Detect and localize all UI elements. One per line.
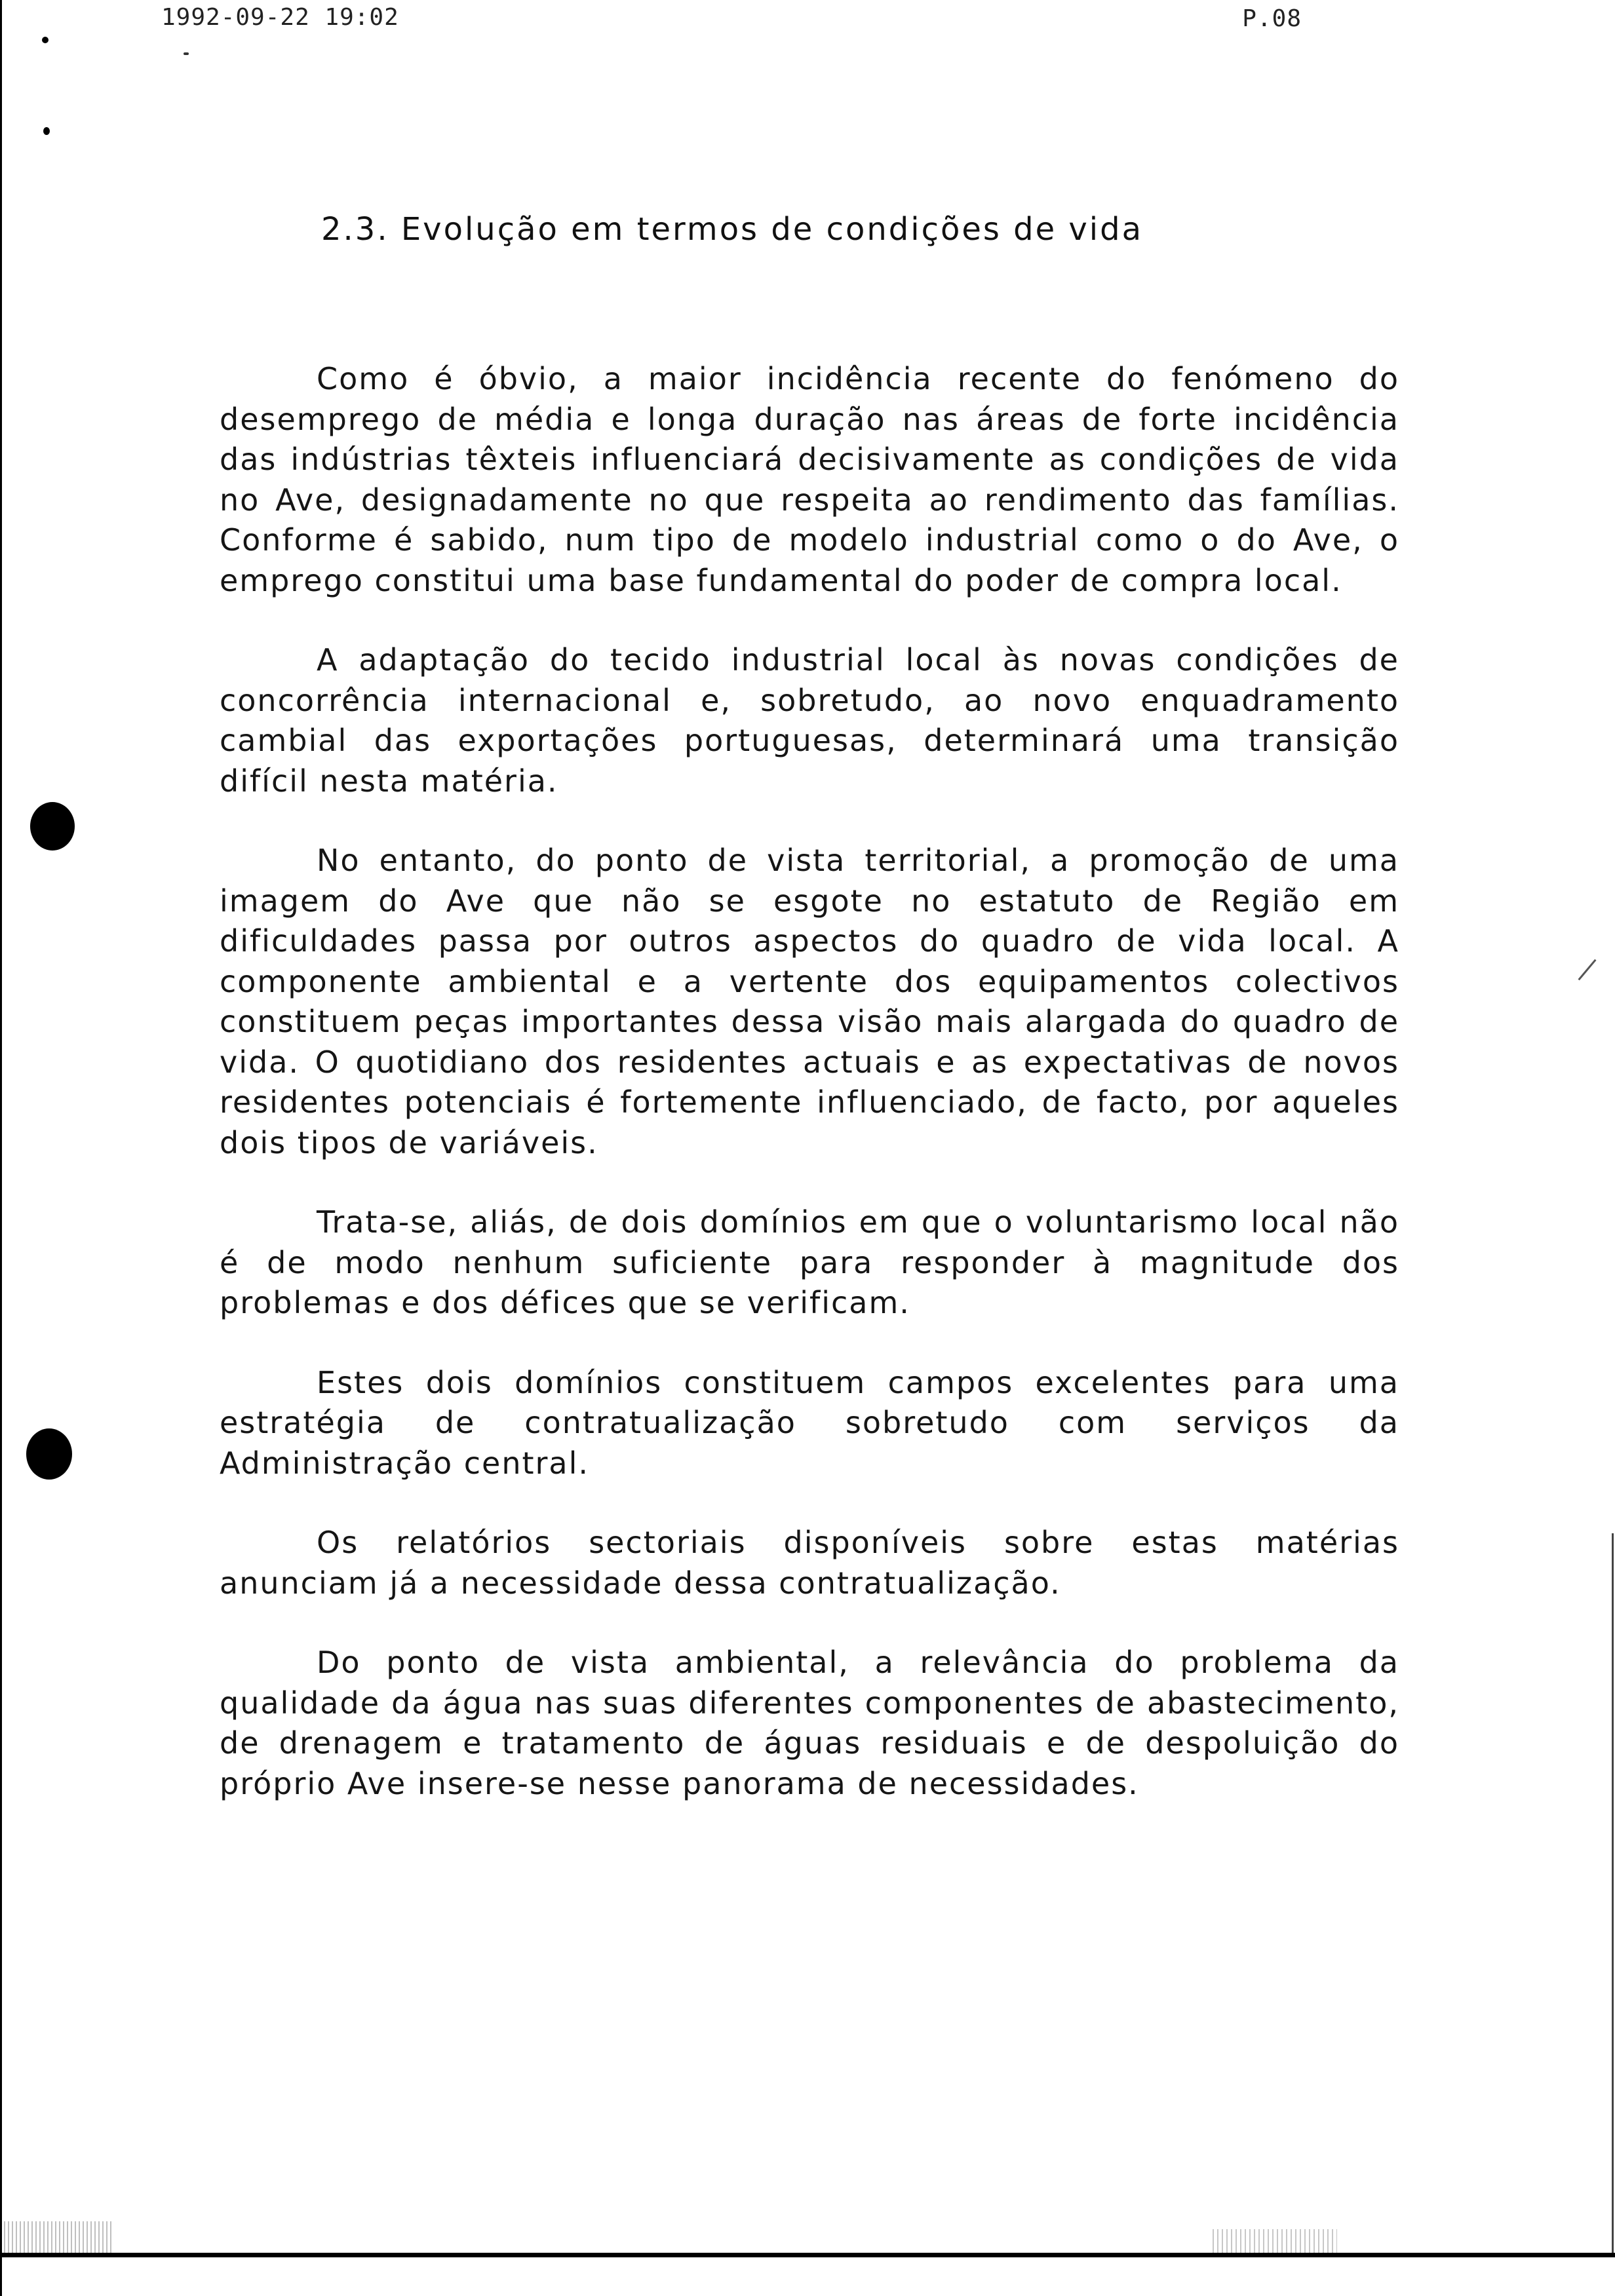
paragraph: A adaptação do tecido industrial local às novas condições de concorrência internacional e, sobretudo, ao novo enquadramento cambial das exportações portuguesas, determinará uma transição difícil nesta matéria.: [220, 642, 1399, 799]
margin-mark: [1578, 959, 1596, 981]
page-left-edge: [0, 0, 2, 2296]
paragraph: Estes dois domínios constituem campos excelentes para uma estratégia de contratualização sobretudo com serviços da Administração central.: [220, 1364, 1399, 1481]
page-bottom-edge: [0, 2253, 1615, 2257]
page-right-edge: [1612, 1533, 1614, 2253]
speck-mark: [42, 37, 49, 43]
scan-noise: [1213, 2229, 1337, 2253]
body-text: [220, 359, 1399, 1843]
paragraph: Do ponto de vista ambiental, a relevância do problema da qualidade da água nas suas diferentes componentes de abastecimento, de drenagem e tratamento de águas residuais e de despoluição do próprio Ave insere-se nesse panorama de necessidades.: [220, 1645, 1399, 1801]
section-title: 2.3. Evolução em termos de condições de vida: [321, 211, 1143, 248]
paragraph: Como é óbvio, a maior incidência recente do fenómeno do desemprego de média e longa duração nas áreas de forte incidência das indústrias têxteis influenciará decisivamente as condições de vida no Ave, designadamente no que respeita ao rendimento das famílias. Conforme é sabido, num tipo de modelo industrial como o do Ave, o emprego constitui uma base fundamental do poder de compra local.: [220, 361, 1399, 598]
scan-noise: [0, 2221, 111, 2253]
punch-hole: [26, 1428, 72, 1480]
fax-page-number: P.08: [1242, 5, 1302, 32]
fax-header: [161, 4, 1302, 43]
speck-mark: [43, 127, 50, 135]
punch-hole: [30, 802, 75, 851]
speck-mark: [184, 52, 189, 55]
paragraph: Os relatórios sectoriais disponíveis sobre estas matérias anunciam já a necessidade dessa contratualização.: [220, 1525, 1399, 1601]
paragraph: No entanto, do ponto de vista territorial, a promoção de uma imagem do Ave que não se esgote no estatuto de Região em dificuldades passa por outros aspectos do quadro de vida local. A componente ambiental e a vertente dos equipamentos colectivos constituem peças importantes dessa visão mais alargada do quadro de vida. O quotidiano dos residentes actuais e as expectativas de novos residentes potenciais é fortemente influenciado, de facto, por aqueles dois tipos de variáveis.: [220, 843, 1399, 1160]
fax-datetime: 1992-09-22 19:02: [161, 4, 399, 31]
paragraph: Trata-se, aliás, de dois domínios em que o voluntarismo local não é de modo nenhum suficiente para responder à magnitude dos problemas e dos défices que se verificam.: [220, 1204, 1399, 1320]
